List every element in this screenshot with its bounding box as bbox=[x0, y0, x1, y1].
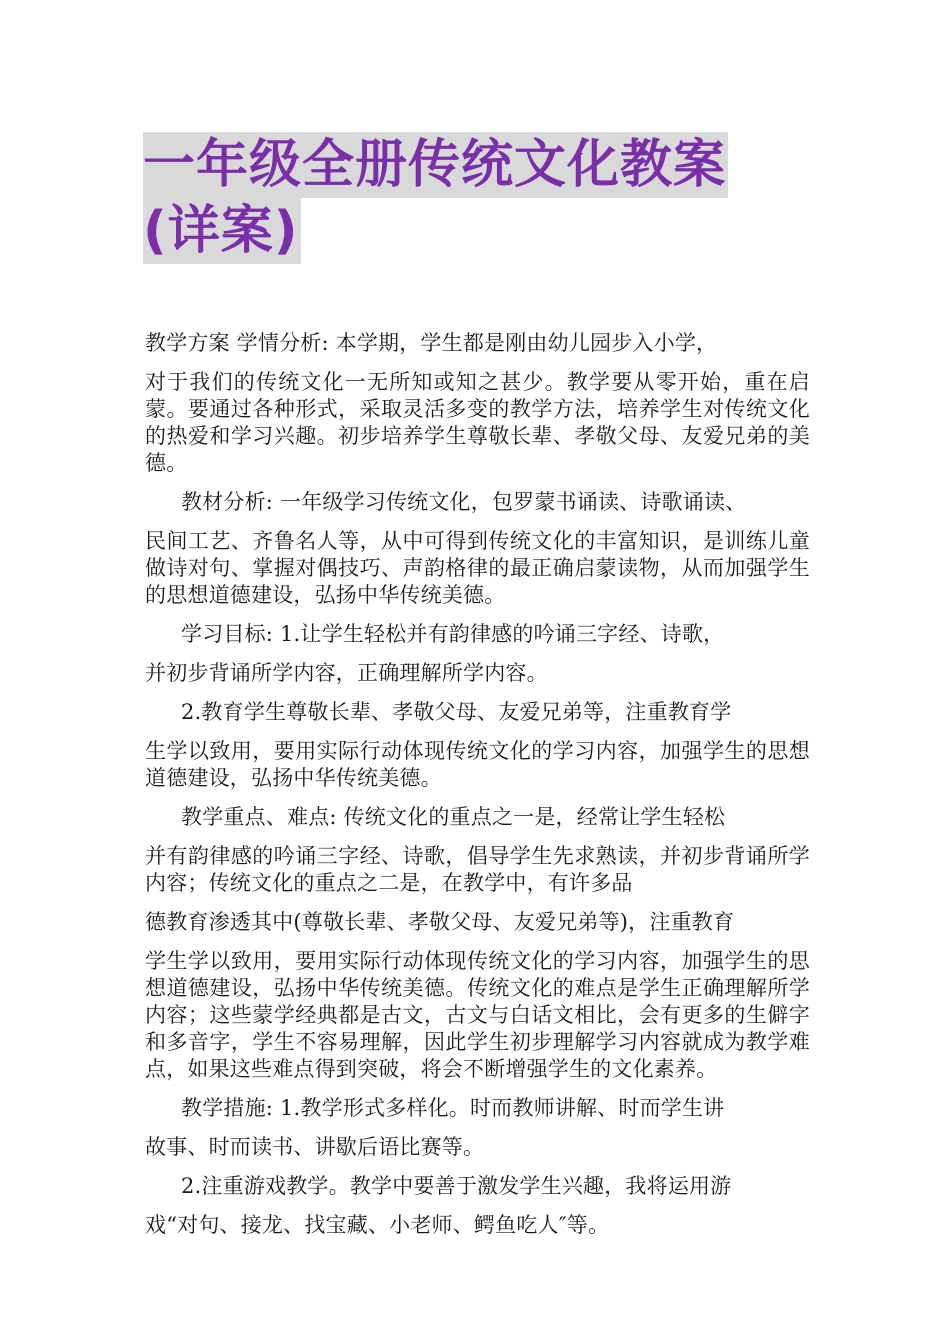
paragraph: 教学方案 学情分析: 本学期，学生都是刚由幼儿园步入小学， bbox=[145, 331, 718, 355]
paragraph: 2.教育学生尊敬长辈、孝敬父母、友爱兄弟等，注重教育学 bbox=[181, 700, 732, 724]
paragraph: 2.注重游戏教学。教学中要善于激发学生兴趣，我将运用游 bbox=[181, 1174, 732, 1198]
document-title bbox=[143, 132, 823, 264]
paragraph: 学生学以致用，要用实际行动体现传统文化的学习内容，加强学生的思想道德建设，弘扬中华传统美德。传统文化的难点是学生正确理解所学内容；这些蒙学经典都是古文，古文与白话文相比，会有更多的生僻字和多音字，学生不容易理解，因此学生初步理解学习内容就成为教学难点，如果这些难点得到突破，将会不断增强学生的文化素养。 bbox=[145, 949, 810, 1081]
paragraph: 德教育渗透其中(尊敬长辈、孝敬父母、友爱兄弟等)，注重教育 bbox=[145, 910, 735, 934]
paragraph: 并初步背诵所学内容，正确理解所学内容。 bbox=[145, 661, 548, 685]
paragraph: 教学重点、难点: 传统文化的重点之一是，经常让学生轻松 bbox=[181, 805, 726, 829]
paragraph: 戏“对句、接龙、找宝藏、小老师、鳄鱼吃人″等。 bbox=[145, 1213, 610, 1237]
paragraph: 故事、时而读书、讲歇后语比赛等。 bbox=[145, 1135, 485, 1159]
paragraph: 学习目标: 1.让学生轻松并有韵律感的吟诵三字经、诗歌， bbox=[181, 622, 725, 646]
document-body bbox=[145, 330, 810, 1251]
title-line-2: (详案) bbox=[143, 198, 301, 264]
paragraph: 对于我们的传统文化一无所知或知之甚少。教学要从零开始，重在启蒙。要通过各种形式，采取灵活多变的教学方法，培养学生对传统文化的热爱和学习兴趣。初步培养学生尊敬长辈、孝敬父母、友爱兄弟的美德。 bbox=[145, 370, 810, 475]
paragraph: 民间工艺、齐鲁名人等，从中可得到传统文化的丰富知识，是训练儿童做诗对句、掌握对偶技巧、声韵格律的最正确启蒙读物，从而加强学生的思想道德建设，弘扬中华传统美德。 bbox=[145, 529, 810, 607]
paragraph: 生学以致用，要用实际行动体现传统文化的学习内容，加强学生的思想道德建设，弘扬中华传统美德。 bbox=[145, 739, 810, 790]
title-line-1: 一年级全册传统文化教案 bbox=[143, 132, 728, 198]
paragraph: 并有韵律感的吟诵三字经、诗歌，倡导学生先求熟读，并初步背诵所学内容；传统文化的重点之二是，在教学中，有许多品 bbox=[145, 844, 810, 895]
paragraph: 教材分析: 一年级学习传统文化，包罗蒙书诵读、诗歌诵读、 bbox=[181, 490, 747, 514]
paragraph: 教学措施: 1.教学形式多样化。时而教师讲解、时而学生讲 bbox=[181, 1096, 725, 1120]
